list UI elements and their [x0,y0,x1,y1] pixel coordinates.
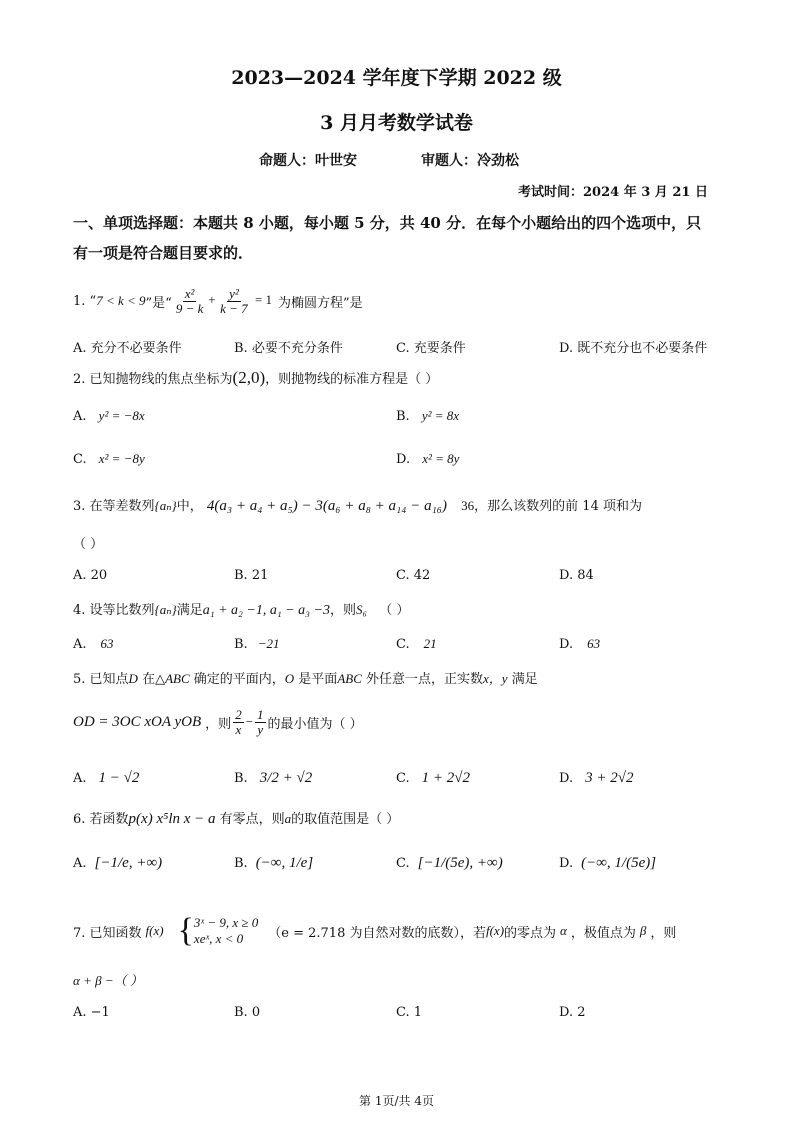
section-heading-line1: 一、单项选择题：本题共 8 小题，每小题 5 分，共 40 分．在每个小题给出的四个选项中，只 [73,214,702,232]
section-heading-line2: 有一项是符合题目要求的． [73,244,254,262]
q7-case-2: xeˣ, x < 0 [193,931,244,946]
q5-triangle: △ABC [155,671,190,686]
q7-option-c: C. 1 [396,1005,423,1020]
q3-mid: 中， [176,499,203,514]
q3-sequence: {aₙ} [154,498,177,513]
q2-focus: (2,0) [232,368,266,387]
q5-point-o: O [284,671,295,686]
q3-suffix: ，那么该数列的前 14 项和为 [474,499,642,514]
q7-fx: f(x) [485,923,505,938]
q7-mid2: ，极值点为 [570,925,636,941]
q3-option-b: B. 21 [234,568,269,583]
question-5-stem-line1: 5. 已知点D 在△ABC 确定的平面内，O 是平面ABC 外任意一点，正实数x，y 满足 [73,671,538,687]
q5-vector-equation: OD = 3OC xOA yOB [73,713,202,730]
q4-option-a: A. 63 [73,636,114,652]
q2-option-c: C. x² = −8y [73,451,145,467]
q7-alpha: α [560,923,567,938]
q1-prefix: 1. “ [73,293,97,309]
q6-param-a: a [284,811,292,826]
page-number: 第 1页/共 4页 [359,1094,434,1108]
q5-option-b: B. 3/2 + √2 [234,770,313,786]
q5-option-a: A. 1 − √2 [73,770,140,786]
q7-option-b: B. 0 [234,1005,261,1020]
q7-stem-line2: α + β −（ ） [73,973,143,988]
q5-point-d: D [128,671,138,686]
q5-then: ，则 [205,716,232,732]
q3-option-c: C. 42 [396,568,431,583]
q2-suffix: ，则抛物线的标准方程是（ ） [265,372,439,387]
q1-option-a: A. 充分不必要条件 [73,341,182,356]
question-setter: 命题人：叶世安 [259,153,357,169]
question-5-stem-line2 [73,700,363,744]
q2-option-d: D. x² = 8y [396,451,460,467]
question-2-stem [73,368,438,388]
q5-minus: − [245,714,254,729]
question-7-stem [73,905,676,957]
q7-case-1: 3ˣ − 9, x ≥ 0 [193,914,259,930]
q7-left-brace: { [177,912,194,949]
q3-value: 36 [461,498,475,513]
q5-xy: x，y [483,671,508,686]
exam-title-line1: 2023—2024 学年度下学期 2022 级 [231,67,562,89]
q7-piecewise-cases [194,915,258,948]
q4-answer-paren: （ ） [379,603,410,618]
q6-option-d: D. (−∞, 1/(5e)] [559,855,657,871]
q7-note: （e = 2.718 为自然对数的底数），若 [268,925,486,941]
q5-suffix: 的最小值为（ ） [267,716,363,732]
q7-suffix: ，则 [650,925,677,941]
question-reviewer: 审题人：冷劲松 [421,153,519,169]
q6-option-b: B. (−∞, 1/e] [234,855,314,871]
q6-prefix: 6. 若函数 [73,812,129,827]
q2-option-b: B. y² = 8x [396,408,460,424]
q7-mid: 的零点为 [504,925,557,941]
question-1-stem [73,276,363,326]
q4-condition: a₁ + a₂ −1, a₁ − a₃ −3 [202,603,330,618]
q4-mid: 满足 [176,603,203,618]
q1-mid: ”是“ [145,295,172,311]
q1-suffix: 为椭圆方程”是 [278,295,363,311]
q4-option-b: B. −21 [234,636,280,652]
question-3-stem [73,495,642,515]
q1-ellipse-equation: $\frac{\text{x²}}{9 - k}$ + $\frac{\text{y²}}{k - 7}$ = 1 [175,285,273,316]
q7-beta: β [639,923,647,938]
q4-option-d: D. 63 [559,636,601,652]
q4-sequence: {aₙ} [154,602,177,617]
q3-prefix: 3. 在等差数列 [73,499,155,514]
q4-mid2: ，则 [330,603,357,618]
q5-option-c: C. 1 + 2√2 [396,770,470,786]
q4-option-c: C. 21 [396,636,437,652]
question-4-stem [73,599,409,619]
q7-option-a: A. −1 [73,1005,110,1020]
q6-function: p(x) x⁵ln x − a [128,811,216,827]
exam-time: 考试时间：2024 年 3 月 21 日 [518,185,708,200]
q4-prefix: 4. 设等比数列 [73,603,155,618]
q1-condition: 7 < k < 9 [96,293,146,308]
q3-option-d: D. 84 [559,568,594,583]
q7-function: f(x) [145,923,164,938]
q6-suffix: 的取值范围是（ ） [291,812,400,827]
q6-option-c: C. [−1/(5e), +∞) [396,855,503,871]
q3-option-a: A. 20 [73,568,108,583]
q2-prefix: 2. 已知抛物线的焦点坐标为 [73,372,233,387]
question-6-stem [73,808,399,828]
q6-option-a: A. [−1/e, +∞) [73,855,163,871]
q1-option-c: C. 充要条件 [396,341,466,356]
exam-title-line2: 3 月月考数学试卷 [320,112,473,134]
q3-answer-paren: （ ） [73,537,104,552]
q5-option-d: D. 3 + 2√2 [559,770,634,786]
q6-mid: 有零点，则 [219,812,285,827]
q5-plane: ABC [337,671,362,686]
q1-option-b: B. 必要不充分条件 [234,341,343,356]
q2-option-a: A. y² = −8x [73,408,145,424]
q4-target: S₆ [356,602,368,617]
q7-option-d: D. 2 [559,1005,586,1020]
q5-fraction-1-over-y: $\frac{1}{y}$ [257,706,264,737]
q7-prefix: 7. 已知函数 [73,925,142,941]
q5-fraction-2-over-x: $\frac{2}{x}$ [235,706,242,737]
q3-expression: 4(a₃ + a₄ + a₅) − 3(a₆ + a₈ + a₁₄ − a₁₆) [206,498,448,514]
q1-option-d: D. 既不充分也不必要条件 [559,341,708,356]
